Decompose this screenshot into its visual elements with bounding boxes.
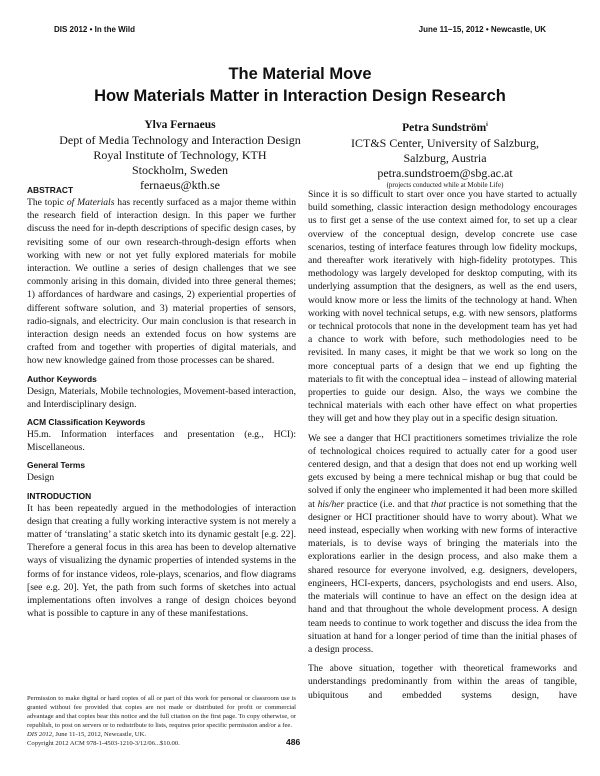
permission-text: Permission to make digital or hard copies of all or part of this work for personal or classroom use is granted without fee provided that copies are not made or distributed for profit or commercial advantage and that copies bear this notice and the full citation on the first page. To copy otherwise, or republish, to post on servers or to redistribute to lists, requires prior specific permission and/or a fee. (27, 695, 296, 729)
author-name (325, 118, 565, 136)
copyright-footnote (27, 694, 296, 748)
author-name: Ylva Fernaeus (144, 119, 216, 131)
introduction-text: It has been repeatedly argued in the methodologies of interaction design that creating a fully working interactive system is not merely a matter of ‘translating’ a static sketch into its dynamic gestalt [e.g. 22]. Therefore a general focus in this area has been to develop alternative ways of visualizing the dynamic properties of intended systems in the forms of for instance videos, role-plays, scenarios, and flow diagrams [see e.g. 20]. Yet, the path from such forms of sketches into actual implementations often involves a range of design choices beyond what is possible to capture in any of these manifestations. (27, 502, 296, 620)
title-line-2: How Materials Matter in Interaction Design Research (94, 87, 506, 105)
author-email: fernaeus@kth.se (139, 178, 221, 192)
left-column (27, 185, 296, 626)
keywords-text: Design, Materials, Mobile technologies, Movement-based interaction, and Interdisciplinary design. (27, 385, 296, 410)
abstract-heading: ABSTRACT (27, 185, 74, 195)
conference-name: DIS 2012 (27, 731, 53, 738)
author-email: petra.sundstroem@sbg.ac.at (377, 165, 513, 180)
terms-section (27, 460, 296, 484)
terms-heading: General Terms (27, 460, 86, 471)
author-name-text: Petra Sundström (402, 121, 487, 134)
author-affiliation: Royal Institute of Technology, KTH (93, 148, 267, 162)
text-part: We see a danger that HCI practitioners sometimes trivialize the role of technological choices required to actually cater for a good user centered design, and that a design that does not end up working well gets excused by being a mere technical mishap or bug that could be solved if only the engineer who implemented it had been more skilled at (308, 432, 577, 510)
abstract-section (27, 185, 296, 368)
terms-text: Design (27, 472, 55, 484)
text-part: practice is not something that the designer or HCI practitioner should have to worry about). What we need instead, especially when working with new forms of interactive materials, is to devise ways of bringing the materials into the explorations earlier in the design process, and also make them a shared resource for everyone involved, e.g. designers, developers, engineers, HCI-experts, dancers, psychologists and end users. Also, the materials will continue to have an effect on the design idea at hand and that throughout the whole development process. A design team needs to continue to work together and discuss the idea from the situation at hand for a longer period of time than the initial phases of a design process. (308, 498, 578, 655)
abstract-text-part: has recently surfaced as a major theme within the research field of interaction design. In this paper we further discuss the need for in-depth descriptions of specific design cases, by revisiting some of our own research-through-design efforts when working with new or not yet fully explored materials for mobile interaction. We outline a series of design challenges that we see commonly arising in this domain, divided into three general themes; 1) affordances of hardware and casings, 2) experiential properties of different software solution, and 3) material properties of sensors, radio-signals, and electricity. Our main conclusion is that research in interaction design needs an extended focus on how systems are crafted from and together with properties of digital materials, and how new knowledge gained from those processes can be shared. (27, 197, 296, 367)
running-header-right: June 11–15, 2012 • Newcastle, UK (418, 25, 546, 34)
author-affiliation: Salzburg, Austria (403, 150, 487, 165)
author-affiliation: ICT&S Center, University of Salzburg, (351, 135, 539, 150)
conference-details: , June 11-15, 2012, Newcastle, UK. (52, 731, 146, 738)
author-affiliation: Dept of Media Technology and Interaction Design (59, 133, 301, 147)
right-column (308, 188, 577, 708)
abstract-text-emphasis: of Materials (66, 197, 115, 208)
footnote-marker: i (486, 122, 488, 128)
introduction-heading: INTRODUCTION (27, 490, 92, 501)
running-header-left: DIS 2012 • In the Wild (54, 25, 135, 34)
author-block-2 (325, 118, 565, 190)
paper-title (0, 63, 600, 107)
acm-section (27, 417, 296, 454)
text-emphasis: that (431, 498, 446, 510)
body-paragraph: The above situation, together with theoretical frameworks and understandings predominantly from within the areas of tangible, ubiquitous and embedded systems design, have (308, 663, 577, 701)
copyright-line: Copyright 2012 ACM 978-1-4503-1210-3/12/06...$10.00. (27, 740, 180, 747)
title-line-1: The Material Move (228, 65, 372, 83)
author-affiliation: Stockholm, Sweden (132, 163, 228, 177)
introduction-section (27, 491, 296, 621)
keywords-heading: Author Keywords (27, 373, 97, 384)
abstract-text-part: The topic (27, 197, 67, 208)
text-emphasis: his/her (317, 498, 345, 510)
acm-heading: ACM Classification Keywords (27, 417, 146, 428)
body-paragraph (308, 432, 577, 656)
author-block-1 (50, 118, 310, 193)
abstract-text (27, 196, 296, 368)
keywords-section (27, 374, 296, 411)
acm-text: H5.m. Information interfaces and presentation (e.g., HCI): Miscellaneous. (27, 429, 296, 454)
author-note: (projects conducted while at Mobile Life) (386, 180, 504, 189)
body-paragraph: Since it is so difficult to start over once you have started to actually build something, classic interaction design methodology encourages us to first get a sense of the use context aimed for, to set up a clear overview of the conceptual design, develop concrete use case scenarios, testing of interface features through low fidelity mockups, and thereafter work iteratively with high-fidelity prototypes. This methodology was largely developed for desktop computing, with its underlying assumption that the designers, as well as the end users, would know more or less the limits of the technology at hand. When working with novel technical setups, e.g. with new sensors, platforms or technical protocols that none in the development team has yet had a chance to work with before, such methodologies need to be revisited. In many cases, it might be that we work so long on the more conceptual parts of a design that we end up fighting the materials to fit with the conceptual idea – instead of allowing material properties to guide our design. Also, the ways we combine the technical materials with each other have effect on what properties they will get and how they play out in a specific design situation. (308, 189, 577, 425)
conference-line (27, 730, 296, 739)
text-part: practice (i.e. and that (344, 498, 432, 510)
page-number: 486 (286, 737, 301, 747)
